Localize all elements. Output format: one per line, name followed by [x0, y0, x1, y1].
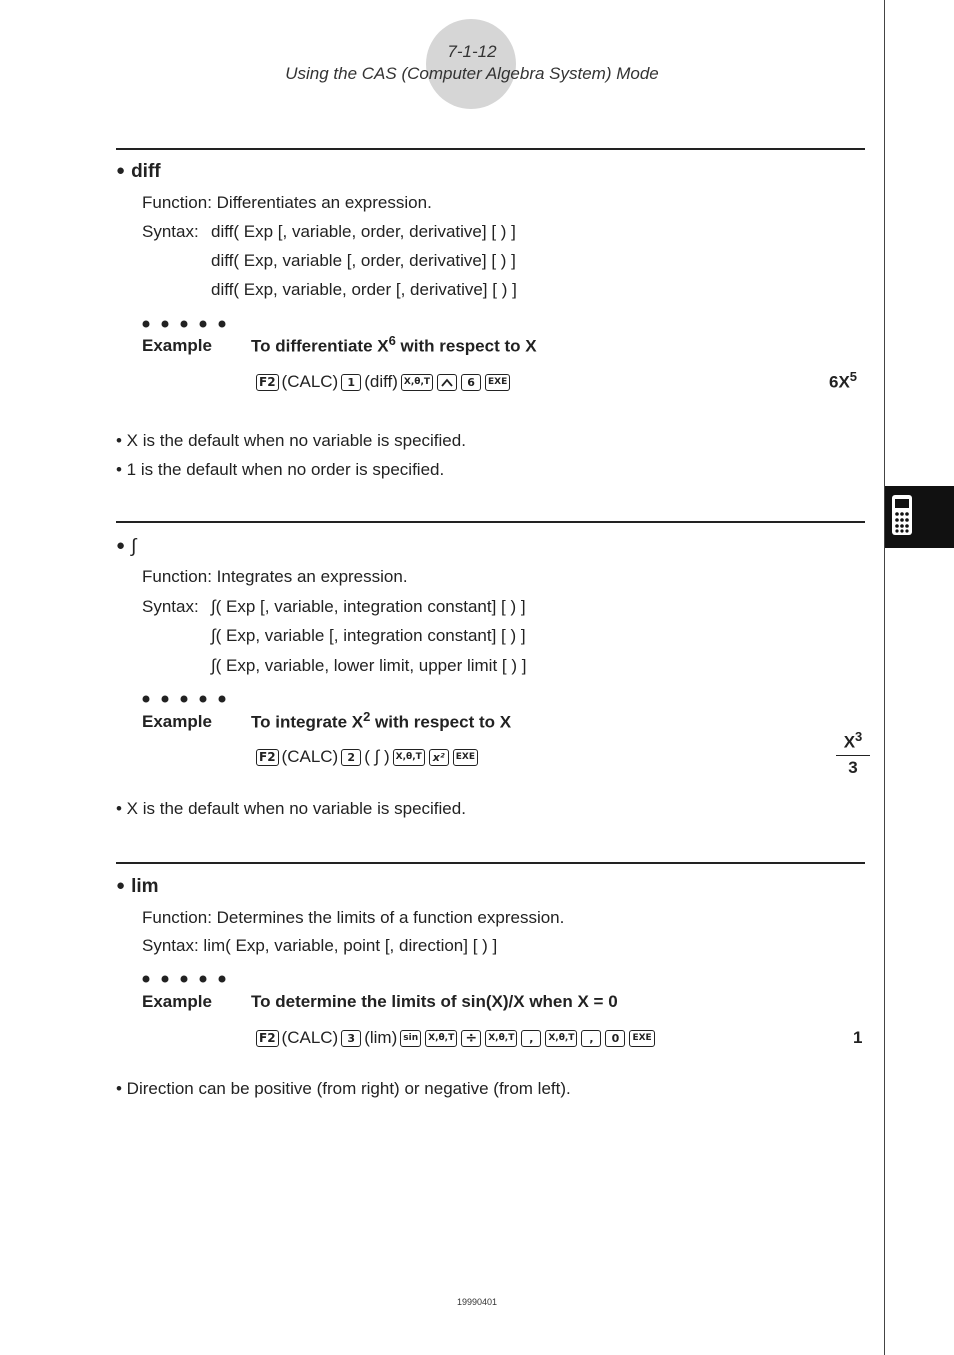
section-divider	[116, 521, 865, 523]
syntax-line: ∫( Exp, variable [, integration constant] [ ) ]	[211, 626, 526, 645]
section-title-diff: ● diff	[116, 161, 161, 182]
dot-separator-icon	[142, 975, 232, 983]
section-divider	[116, 862, 865, 864]
example-result: $6X^5$	[829, 369, 858, 392]
number-key[interactable]: 0	[605, 1030, 625, 1047]
syntax-line: diff( Exp, variable, order [, derivative] [ ) ]	[211, 280, 517, 299]
example-title: To differentiate $X^6$ with respect to X	[251, 333, 537, 356]
xthetat-key[interactable]: X,θ,T	[401, 374, 433, 391]
section-title-lim: ● lim	[116, 876, 159, 897]
comma-key[interactable]: ,	[581, 1030, 601, 1047]
function-description: Function: Differentiates an expression.	[142, 193, 432, 212]
exe-key[interactable]: EXE	[453, 749, 478, 766]
xthetat-key[interactable]: X,θ,T	[545, 1030, 577, 1047]
page-title: Using the CAS (Computer Algebra System) Mode	[285, 64, 659, 83]
page-edge-line	[884, 0, 885, 1355]
syntax-line: ∫( Exp, variable, lower limit, upper limit [ ) ]	[211, 656, 527, 675]
f2-key[interactable]: F2	[256, 1030, 279, 1047]
key-caption: ( ∫ )	[364, 747, 390, 766]
example-label: Example	[142, 712, 212, 731]
function-description: Function: Determines the limits of a function expression.	[142, 908, 565, 927]
number-key[interactable]: 6	[461, 374, 481, 391]
key-caption: (diff)	[364, 372, 398, 391]
number-key[interactable]: 1	[341, 374, 361, 391]
f2-key[interactable]: F2	[256, 374, 279, 391]
example-result: 1	[853, 1028, 863, 1047]
function-description: Function: Integrates an expression.	[142, 567, 408, 586]
number-key[interactable]: 2	[341, 749, 361, 766]
number-key[interactable]: 3	[341, 1030, 361, 1047]
footer-code: 19990401	[456, 1297, 498, 1307]
example-title: To determine the limits of sin(X)/X when X = 0	[251, 992, 618, 1011]
sin-key[interactable]: sin	[400, 1030, 421, 1047]
key-caption: (CALC)	[281, 1028, 339, 1047]
syntax-line: ∫( Exp [, variable, integration constant] [ ) ]	[211, 597, 526, 616]
example-label: Example	[142, 992, 212, 1011]
exe-key[interactable]: EXE	[629, 1030, 654, 1047]
example-result-fraction	[836, 729, 870, 778]
section-divider	[116, 148, 865, 150]
dot-separator-icon	[142, 320, 232, 328]
fraction-numerator: $X^3$	[843, 729, 863, 752]
square-key[interactable]: x²	[429, 749, 449, 766]
section-title-integral: ● ∫	[116, 536, 137, 557]
note: • Direction can be positive (from right) or negative (from left).	[116, 1079, 571, 1098]
xthetat-key[interactable]: X,θ,T	[393, 749, 425, 766]
caret-icon	[441, 378, 453, 387]
key-sequence	[254, 372, 512, 392]
dot-separator-icon	[142, 695, 232, 703]
syntax-label: Syntax:	[142, 597, 199, 616]
calculator-icon	[891, 494, 913, 536]
key-caption: (CALC)	[281, 372, 339, 391]
divide-key[interactable]: ÷	[461, 1030, 481, 1047]
fraction-denominator: 3	[848, 758, 858, 778]
example-label: Example	[142, 336, 212, 355]
note: • X is the default when no variable is specified.	[116, 431, 466, 450]
fraction-bar	[836, 755, 870, 757]
key-caption: (CALC)	[281, 747, 339, 766]
exe-key[interactable]: EXE	[485, 374, 510, 391]
key-sequence	[254, 747, 480, 767]
note: • 1 is the default when no order is specified.	[116, 460, 445, 479]
syntax-label: Syntax:	[142, 222, 199, 241]
xthetat-key[interactable]: X,θ,T	[425, 1030, 457, 1047]
comma-key[interactable]: ,	[521, 1030, 541, 1047]
key-caption: (lim)	[364, 1028, 398, 1047]
syntax-line: diff( Exp, variable [, order, derivative] [ ) ]	[211, 251, 516, 270]
syntax-line: diff( Exp [, variable, order, derivative] [ ) ]	[211, 222, 516, 241]
key-sequence	[254, 1028, 657, 1048]
f2-key[interactable]: F2	[256, 749, 279, 766]
example-title: To integrate $X^2$ with respect to X	[251, 709, 512, 732]
caret-key[interactable]	[437, 374, 457, 391]
page-number: 7-1-12	[447, 42, 497, 61]
syntax-line: Syntax: lim( Exp, variable, point [, direction] [ ) ]	[142, 936, 498, 955]
note: • X is the default when no variable is specified.	[116, 799, 466, 818]
xthetat-key[interactable]: X,θ,T	[485, 1030, 517, 1047]
